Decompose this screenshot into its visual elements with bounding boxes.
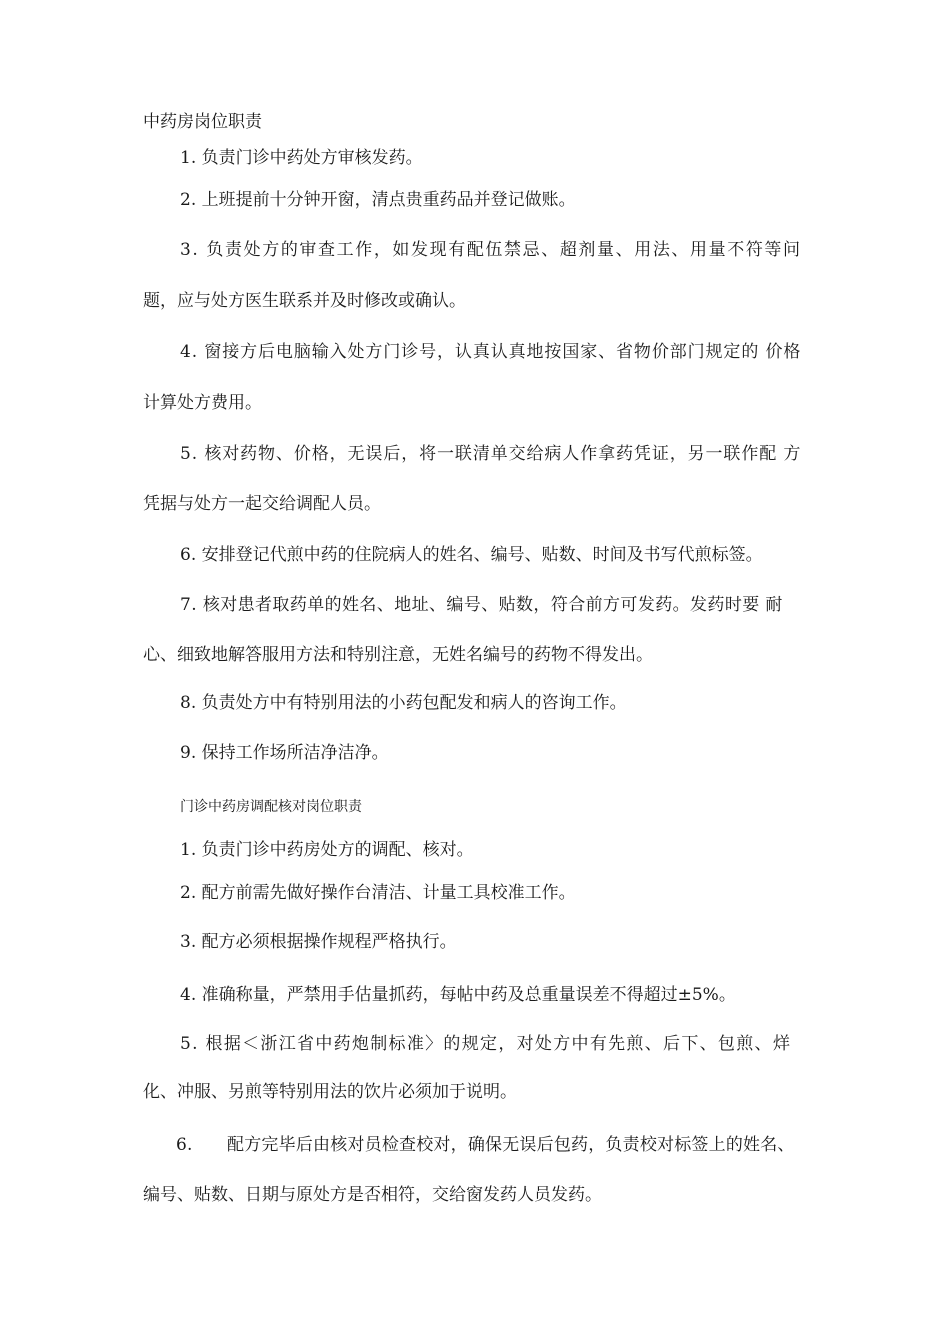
duty-item-cont: 题，应与处方医生联系并及时修改或确认。	[143, 291, 466, 311]
duty-item-cont: 计算处方费用。	[143, 393, 262, 413]
duty-item: 2. 配方前需先做好操作台清洁、计量工具校准工作。	[180, 883, 576, 903]
duty-item: 4. 窗接方后电脑输入处方门诊号，认真认真地按国家、省物价部门规定的 价格	[180, 342, 802, 362]
section2-title: 门诊中药房调配核对岗位职责	[180, 799, 362, 815]
duty-item: 8. 负责处方中有特别用法的小药包配发和病人的咨询工作。	[180, 693, 627, 713]
duty-item: 6. 安排登记代煎中药的住院病人的姓名、编号、贴数、时间及书写代煎标签。	[180, 545, 763, 565]
duty-item: 1. 负责门诊中药房处方的调配、核对。	[180, 840, 474, 860]
duty-item: 7. 核对患者取药单的姓名、地址、编号、贴数，符合前方可发药。发药时要 耐	[180, 595, 783, 615]
duty-item-cont: 化、冲服、另煎等特别用法的饮片必须加于说明。	[143, 1082, 517, 1102]
duty-item: 4. 准确称量，严禁用手估量抓药，每帖中药及总重量误差不得超过±5%。	[180, 985, 736, 1005]
duty-item-cont: 心、细致地解答服用方法和特别注意，无姓名编号的药物不得发出。	[143, 645, 653, 665]
duty-item: 1. 负责门诊中药处方审核发药。	[180, 148, 423, 168]
section1-title: 中药房岗位职责	[143, 112, 262, 132]
duty-item-cont: 编号、贴数、日期与原处方是否相符，交给窗发药人员发药。	[143, 1185, 602, 1205]
duty-item: 5. 根据＜浙江省中药炮制标准〉的规定，对处方中有先煎、后下、包煎、烊	[180, 1034, 792, 1054]
duty-item-cont: 凭据与处方一起交给调配人员。	[143, 494, 381, 514]
duty-item: 2. 上班提前十分钟开窗，清点贵重药品并登记做账。	[180, 190, 576, 210]
duty-item: 3. 配方必须根据操作规程严格执行。	[180, 932, 457, 952]
duty-item: 6. 配方完毕后由核对员检查校对，确保无误后包药，负责校对标签上的姓名、	[176, 1135, 795, 1155]
duty-item: 9. 保持工作场所洁净洁净。	[180, 743, 389, 763]
duty-item: 3. 负责处方的审查工作，如发现有配伍禁忌、超剂量、用法、用量不符等问	[180, 240, 802, 260]
duty-item: 5. 核对药物、价格，无误后，将一联清单交给病人作拿药凭证，另一联作配 方	[180, 444, 802, 464]
